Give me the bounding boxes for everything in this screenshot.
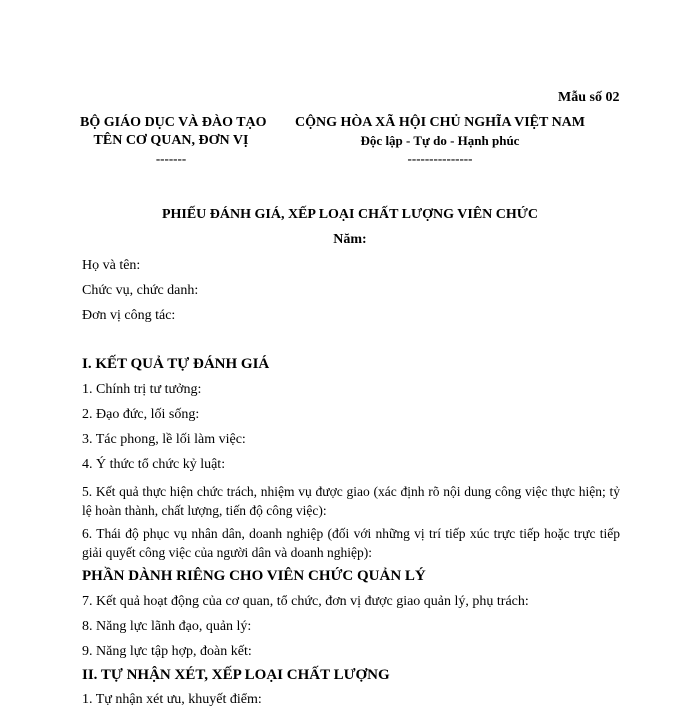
agency-name: TÊN CƠ QUAN, ĐƠN VỊ	[93, 133, 249, 148]
manager-section-heading: PHẦN DÀNH RIÊNG CHO VIÊN CHỨC QUẢN LÝ	[82, 568, 426, 584]
ministry-name: BỘ GIÁO DỤC VÀ ĐÀO TẠO	[80, 115, 267, 130]
document-title: PHIẾU ĐÁNH GIÁ, XẾP LOẠI CHẤT LƯỢNG VIÊN CHỨC	[161, 207, 539, 222]
section1-item: 5. Kết quả thực hiện chức trách, nhiệm vụ được giao (xác định rõ nội dung công việc thực hiện; tỷ lệ hoàn thành, chất lượng, tiến độ công việc):	[82, 484, 620, 518]
section1-item: 1. Chính trị tư tưởng:	[82, 382, 202, 397]
section1-item: 2. Đạo đức, lối sống:	[82, 407, 200, 422]
year-label: Năm:	[333, 232, 367, 247]
manager-item: 7. Kết quả hoạt động của cơ quan, tổ chức, đơn vị được giao quản lý, phụ trách:	[82, 594, 529, 609]
header-right-underline: ---------------	[407, 151, 473, 166]
header-left-underline: -------	[155, 151, 187, 166]
national-motto: Độc lập - Tự do - Hạnh phúc	[360, 133, 520, 148]
position-field: Chức vụ, chức danh:	[82, 283, 199, 298]
form-number: Mẫu số 02	[558, 90, 620, 105]
section1-item: 3. Tác phong, lề lối làm việc:	[82, 432, 246, 447]
full-name-field: Họ và tên:	[82, 258, 141, 273]
section1-item: 4. Ý thức tổ chức kỷ luật:	[82, 457, 226, 472]
manager-item: 8. Năng lực lãnh đạo, quản lý:	[82, 619, 252, 634]
section1-item: 6. Thái độ phục vụ nhân dân, doanh nghiệp (đối với những vị trí tiếp xúc trực tiếp hoặc trực tiếp giải quyết công việc của người dân và doanh nghiệp):	[82, 526, 620, 560]
country-name: CỘNG HÒA XÃ HỘI CHỦ NGHĨA VIỆT NAM	[294, 115, 585, 130]
section2-item: 1. Tự nhận xét ưu, khuyết điểm:	[82, 692, 262, 707]
manager-item: 9. Năng lực tập hợp, đoàn kết:	[82, 644, 252, 659]
section1-heading: I. KẾT QUẢ TỰ ĐÁNH GIÁ	[82, 356, 270, 372]
unit-field: Đơn vị công tác:	[82, 308, 176, 323]
section2-heading: II. TỰ NHẬN XÉT, XẾP LOẠI CHẤT LƯỢNG	[82, 667, 390, 683]
